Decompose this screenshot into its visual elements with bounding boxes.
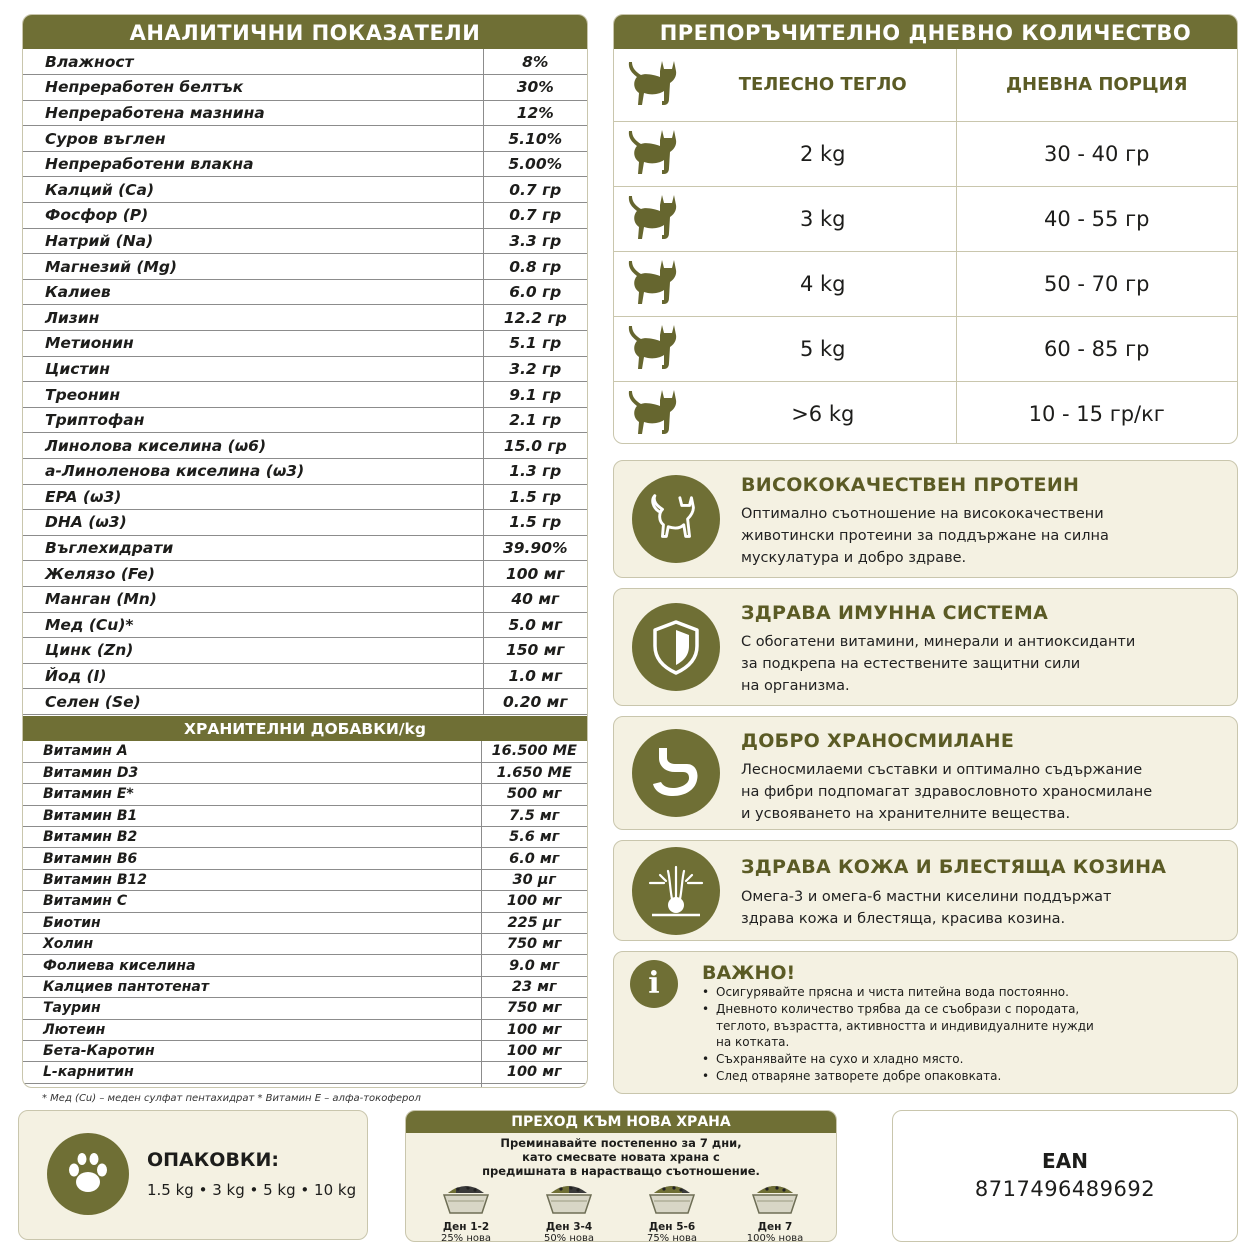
table-row: [23, 433, 587, 459]
analytics-table: [23, 49, 587, 715]
nutrient-name: Витамин A: [23, 741, 481, 762]
table-row: [23, 891, 587, 912]
nutrient-value: 0.7 гр: [483, 177, 587, 203]
stage-day: Ден 1-2: [442, 1221, 490, 1233]
nutrient-value: 8%: [483, 49, 587, 75]
table-row: [23, 689, 587, 715]
nutrient-name: Витамин C: [23, 891, 481, 912]
feature-card-digestion: [613, 716, 1238, 830]
ean-card: [892, 1110, 1238, 1242]
food-bowl-icon: [751, 1183, 799, 1219]
daily-row: [614, 381, 1237, 444]
table-row: [23, 1040, 587, 1061]
table-row: [23, 305, 587, 331]
nutrient-value: 3.2 гр: [483, 356, 587, 382]
nutrient-name: DHA (ω3): [23, 510, 483, 536]
food-transition-card: [405, 1110, 837, 1242]
feature-text: Лесносмилаеми съставки и оптимално съдържание на фибри подпомагат здравословното храносмилане и усвояването на хранителните вещества.: [741, 762, 1153, 822]
table-row: [23, 827, 587, 848]
nutrient-name: Лютеин: [23, 1019, 481, 1040]
stage-day: Ден 5-6: [648, 1221, 696, 1233]
nutrient-value: 150 мг: [483, 638, 587, 664]
nutrient-value: 12%: [483, 100, 587, 126]
transition-stage: [426, 1183, 506, 1242]
nutrient-name: Магнезий (Mg): [23, 254, 483, 280]
feature-title: ЗДРАВА ИМУННА СИСТЕМА: [741, 602, 1049, 624]
nutrient-name: Суров въглен: [23, 126, 483, 152]
additives-table: [23, 741, 587, 1088]
important-item: • Осигурявайте прясна и чиста питейна вода постоянно.: [702, 984, 1094, 1001]
table-row: [23, 762, 587, 783]
nutrient-name: [23, 1083, 481, 1088]
nutrient-name: Въглехидрати: [23, 535, 483, 561]
nutrient-name: Биотин: [23, 912, 481, 933]
food-bowl-icon: [648, 1183, 696, 1219]
nutrient-name: Линолова киселина (ω6): [23, 433, 483, 459]
cat-icon: [614, 186, 690, 251]
nutrient-name: Витамин B1: [23, 805, 481, 826]
nutrient-name: Йод (I): [23, 663, 483, 689]
nutrient-value: 7.5 мг: [481, 805, 587, 826]
nutrient-value: 500 мг: [481, 784, 587, 805]
important-item: • Съхранявайте на сухо и хладно място.: [702, 1051, 1094, 1068]
nutrient-value: 1.0 мг: [483, 663, 587, 689]
additives-title: ХРАНИТЕЛНИ ДОБАВКИ/kg: [23, 715, 587, 741]
table-row: [23, 177, 587, 203]
table-row: [23, 535, 587, 561]
table-row: [23, 484, 587, 510]
nutrient-name: Селен (Se): [23, 689, 483, 715]
table-row: [23, 784, 587, 805]
feature-title: ВИСОКОКАЧЕСТВЕН ПРОТЕИН: [741, 474, 1080, 496]
table-row: [23, 407, 587, 433]
table-row: [23, 203, 587, 229]
shield-icon: [632, 603, 720, 691]
nutrient-name: Витамин B6: [23, 848, 481, 869]
daily-row: [614, 121, 1237, 186]
nutrient-value: 1.5 гр: [483, 510, 587, 536]
table-row: [23, 1019, 587, 1040]
table-row: [23, 869, 587, 890]
food-bowl-icon: [442, 1183, 490, 1219]
nutrient-name: Калций (Ca): [23, 177, 483, 203]
table-row: [23, 49, 587, 75]
table-row: [23, 912, 587, 933]
table-row: [23, 75, 587, 101]
nutrient-value: 1.3 гр: [483, 459, 587, 485]
stage-percent: 25% нова: [440, 1233, 492, 1242]
table-row: [23, 586, 587, 612]
table-row: [23, 382, 587, 408]
nutrient-value: 9.1 гр: [483, 382, 587, 408]
nutrient-name: Мед (Cu)*: [23, 612, 483, 638]
nutrient-name: Непреработени влакна: [23, 151, 483, 177]
feature-card-skin-coat: [613, 840, 1238, 941]
packages-sizes: 1.5 kg • 3 kg • 5 kg • 10 kg: [147, 1181, 357, 1199]
transition-description: Преминавайте постепенно за 7 дни, като смесвате новата храна с предишната в нарастващо съотношение.: [482, 1136, 760, 1178]
nutrient-value: 1.650 ME: [481, 762, 587, 783]
nutrient-value: 6.0 мг: [481, 848, 587, 869]
footnote: * Мед (Cu) – меден сулфат пентахидрат * Витамин E – алфа-токоферол: [42, 1093, 421, 1104]
nutrient-name: Цистин: [23, 356, 483, 382]
table-row: [23, 459, 587, 485]
table-row: [23, 848, 587, 869]
info-icon: i: [630, 960, 678, 1008]
nutrient-value: 16.500 ME: [481, 741, 587, 762]
nutrient-value: 6.0 гр: [483, 279, 587, 305]
table-row: [23, 663, 587, 689]
feature-title: ДОБРО ХРАНОСМИЛАНЕ: [741, 730, 1015, 752]
feature-title: ЗДРАВА КОЖА И БЛЕСТЯЩА КОЗИНА: [741, 856, 1167, 878]
analytics-panel: [22, 14, 588, 1088]
nutrient-value: 3.3 гр: [483, 228, 587, 254]
nutrient-value: 1.5 гр: [483, 484, 587, 510]
table-row: [23, 1062, 587, 1083]
table-row: [23, 612, 587, 638]
nutrient-value: 100 мг: [481, 1062, 587, 1083]
nutrient-name: Желязо (Fe): [23, 561, 483, 587]
daily-row: [614, 186, 1237, 251]
cat-icon: [614, 251, 690, 316]
daily-row: [614, 251, 1237, 316]
nutrient-name: Триптофан: [23, 407, 483, 433]
stage-percent: 50% нова: [543, 1233, 595, 1242]
feature-text: Оптимално съотношение на висококачествени животински протеини за поддържане на силна мускулатура и добро здраве.: [741, 506, 1109, 566]
daily-portion: 30 - 40 гр: [956, 121, 1237, 186]
table-row: [23, 279, 587, 305]
feature-text: С обогатени витамини, минерали и антиоксиданти за подкрепа на естествените защитни сили на организма.: [741, 634, 1136, 694]
nutrient-value: 30 μг: [481, 869, 587, 890]
table-row: [23, 976, 587, 997]
daily-portion-panel: [613, 14, 1238, 444]
daily-portion: 50 - 70 гр: [956, 251, 1237, 316]
nutrient-value: [481, 1083, 587, 1088]
ean-code: 8717496489692: [974, 1177, 1156, 1201]
nutrient-name: Бета-Каротин: [23, 1040, 481, 1061]
body-weight: 3 kg: [690, 186, 956, 251]
stage-percent: 75% нова: [646, 1233, 698, 1242]
nutrient-value: 100 мг: [481, 891, 587, 912]
table-row: [23, 805, 587, 826]
packages-title: ОПАКОВКИ:: [147, 1149, 279, 1171]
table-row: [23, 100, 587, 126]
nutrient-name: Треонин: [23, 382, 483, 408]
nutrient-value: 5.6 мг: [481, 827, 587, 848]
transition-stage: [529, 1183, 609, 1242]
nutrient-name: Витамин E*: [23, 784, 481, 805]
cat-icon: [614, 121, 690, 186]
daily-portion: 10 - 15 гр/кг: [1028, 401, 1165, 426]
important-title: ВАЖНО!: [702, 962, 796, 984]
table-row: [23, 254, 587, 280]
nutrient-name: L-карнитин: [23, 1062, 481, 1083]
stage-percent: 100% нова: [746, 1233, 804, 1242]
table-row: [23, 1083, 587, 1088]
cat-icon: [614, 49, 690, 121]
daily-portion: 40 - 55 гр: [956, 186, 1237, 251]
body-weight: 5 kg: [690, 316, 956, 381]
nutrient-value: 15.0 гр: [483, 433, 587, 459]
table-row: [23, 933, 587, 954]
important-item: на котката.: [716, 1035, 790, 1050]
nutrient-value: 39.90%: [483, 535, 587, 561]
stage-day: Ден 3-4: [545, 1221, 593, 1233]
nutrient-value: 5.1 гр: [483, 331, 587, 357]
nutrient-value: 2.1 гр: [483, 407, 587, 433]
body-weight: 4 kg: [690, 251, 956, 316]
cat-icon: [614, 316, 690, 381]
nutrient-value: 5.10%: [483, 126, 587, 152]
table-row: [23, 998, 587, 1019]
nutrient-value: 100 мг: [481, 1019, 587, 1040]
nutrient-name: Калциев пантотенат: [23, 976, 481, 997]
feature-text: Омега-3 и омега-6 мастни киселини поддържат здрава кожа и блестяща, красива козина.: [741, 889, 1112, 927]
nutrient-name: Натрий (Na): [23, 228, 483, 254]
transition-title: ПРЕХОД КЪМ НОВА ХРАНА: [406, 1111, 836, 1133]
daily-portion: 60 - 85 гр: [956, 316, 1237, 381]
important-list: [702, 984, 1094, 1085]
nutrient-name: Холин: [23, 933, 481, 954]
nutrient-name: Таурин: [23, 998, 481, 1019]
nutrient-value: 100 мг: [483, 561, 587, 587]
nutrient-name: Непреработена мазнина: [23, 100, 483, 126]
nutrient-name: Влажност: [23, 49, 483, 75]
body-weight: >6 kg: [690, 381, 956, 444]
nutrient-name: Витамин B12: [23, 869, 481, 890]
nutrient-value: 225 μг: [481, 912, 587, 933]
table-row: [23, 331, 587, 357]
nutrient-value: 5.00%: [483, 151, 587, 177]
nutrient-value: 12.2 гр: [483, 305, 587, 331]
important-item: • Дневното количество трябва да се съобрази с породата,: [702, 1001, 1094, 1018]
nutrient-value: 750 мг: [481, 998, 587, 1019]
transition-stage: [632, 1183, 712, 1242]
nutrient-name: Фолиева киселина: [23, 955, 481, 976]
nutrient-value: 30%: [483, 75, 587, 101]
table-row: [23, 955, 587, 976]
table-row: [23, 638, 587, 664]
nutrient-value: 0.8 гр: [483, 254, 587, 280]
important-item: теглото, възрастта, активността и индивидуалните нужди: [716, 1018, 1094, 1033]
nutrient-value: 100 мг: [481, 1040, 587, 1061]
important-notes: [613, 951, 1238, 1094]
important-item: • След отваряне затворете добре опаковката.: [702, 1068, 1094, 1085]
nutrient-name: Фосфор (P): [23, 203, 483, 229]
body-weight: 2 kg: [690, 121, 956, 186]
nutrient-name: Витамин B2: [23, 827, 481, 848]
table-row: [23, 151, 587, 177]
analytics-title: АНАЛИТИЧНИ ПОКАЗАТЕЛИ: [23, 15, 587, 49]
feature-card-protein: [613, 460, 1238, 578]
daily-header-row: [614, 49, 1237, 121]
table-row: [23, 356, 587, 382]
table-row: [23, 510, 587, 536]
nutrient-name: Витамин D3: [23, 762, 481, 783]
food-bowl-icon: [545, 1183, 593, 1219]
cat-icon: [632, 475, 720, 563]
daily-title: ПРЕПОРЪЧИТЕЛНО ДНЕВНО КОЛИЧЕСТВО: [614, 15, 1237, 49]
daily-row: [614, 316, 1237, 381]
paw-icon: [47, 1133, 129, 1215]
daily-table: [614, 49, 1237, 444]
col-weight-header: ТЕЛЕСНО ТЕГЛО: [690, 49, 956, 121]
table-row: [23, 561, 587, 587]
col-portion-header: ДНЕВНА ПОРЦИЯ: [956, 49, 1237, 121]
ean-title: EAN: [1042, 1149, 1088, 1173]
nutrient-value: 23 мг: [481, 976, 587, 997]
feature-card-immune: [613, 588, 1238, 706]
nutrient-name: Лизин: [23, 305, 483, 331]
table-row: [23, 228, 587, 254]
nutrient-value: 0.7 гр: [483, 203, 587, 229]
nutrient-name: Непреработен белтък: [23, 75, 483, 101]
stomach-icon: [632, 729, 720, 817]
nutrient-value: 0.20 мг: [483, 689, 587, 715]
nutrient-value: 40 мг: [483, 586, 587, 612]
nutrient-name: EPA (ω3): [23, 484, 483, 510]
table-row: [23, 126, 587, 152]
hair-follicle-icon: [632, 847, 720, 935]
nutrient-name: Метионин: [23, 331, 483, 357]
table-row: [23, 741, 587, 762]
stage-day: Ден 7: [757, 1221, 793, 1233]
nutrient-value: 750 мг: [481, 933, 587, 954]
nutrient-name: Цинк (Zn): [23, 638, 483, 664]
nutrient-value: 9.0 мг: [481, 955, 587, 976]
packages-card: [18, 1110, 368, 1240]
nutrient-value: 5.0 мг: [483, 612, 587, 638]
nutrient-name: Манган (Mn): [23, 586, 483, 612]
cat-icon: [614, 381, 690, 444]
nutrient-name: Калиев: [23, 279, 483, 305]
transition-stage: [735, 1183, 815, 1242]
nutrient-name: а-Линоленова киселина (ω3): [23, 459, 483, 485]
